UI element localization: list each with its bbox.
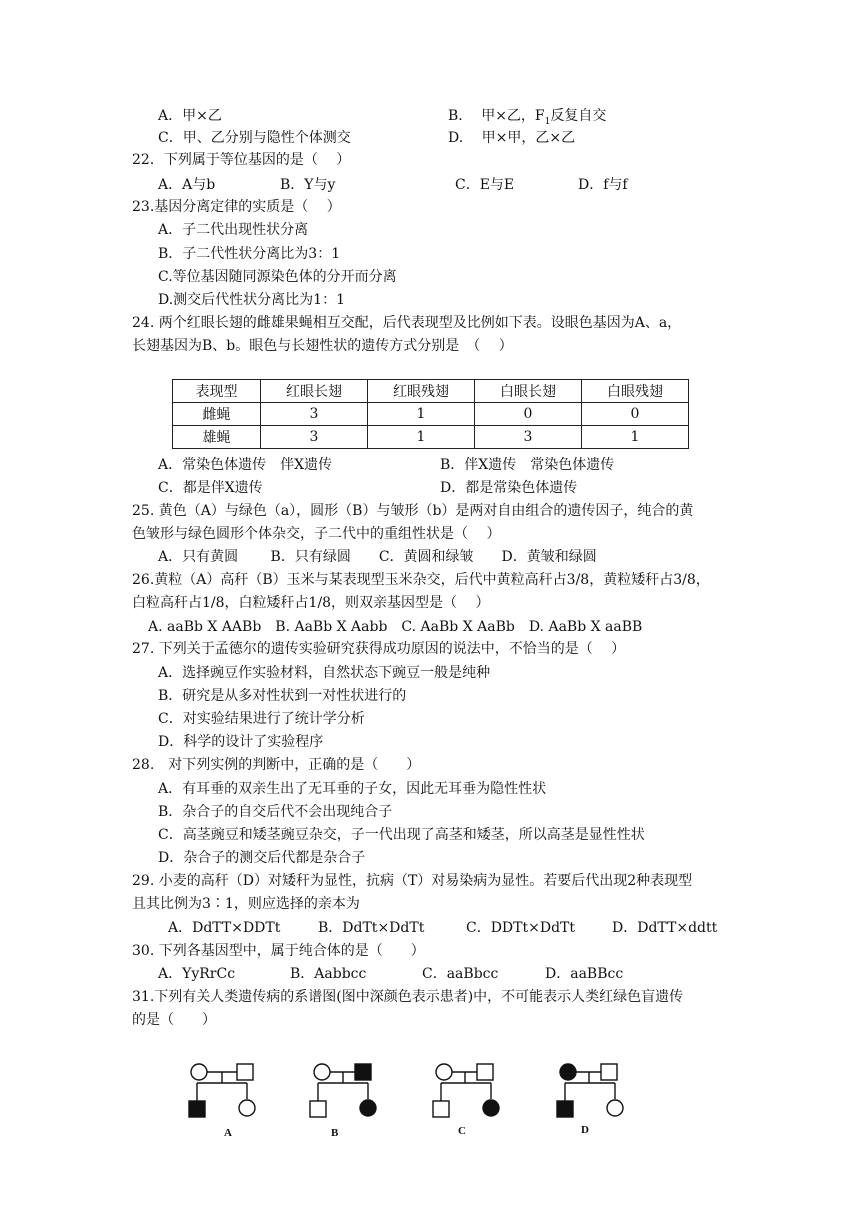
pedigree-b — [310, 1064, 376, 1117]
q29-option-a: A．DdTT×DDTt — [168, 920, 281, 936]
q28-option-a: A．有耳垂的双亲生出了无耳垂的子女，因此无耳垂为隐性性状 — [158, 781, 547, 797]
q21-option-c: C．甲、乙分别与隐性个体测交 — [158, 130, 351, 146]
pedigree-label-b: B — [331, 1127, 339, 1139]
q27-option-c: C．对实验结果进行了统计学分析 — [158, 711, 365, 727]
son-square — [310, 1101, 326, 1117]
q27-option-d: D．科学的设计了实验程序 — [158, 734, 324, 750]
pedigree-charts — [150, 1050, 670, 1150]
table-cell: 3 — [261, 426, 368, 449]
q29-option-c: C．DDTt×DdTt — [466, 920, 576, 936]
q24-stem-line1: 24. 两个红眼长翅的雌雄果蝇相互交配，后代表现型及比例如下表。设眼色基因为A、a， — [132, 315, 682, 331]
pedigree-c — [433, 1064, 499, 1117]
q28-option-c: C．高茎豌豆和矮茎豌豆杂交，子一代出现了高茎和矮茎，所以高茎是显性性状 — [158, 827, 645, 843]
q29-stem-line1: 29. 小麦的高秆（D）对矮秆为显性，抗病（T）对易染病为显性。若要后代出现2种表现型 — [132, 873, 693, 889]
father-square — [601, 1064, 617, 1080]
table-cell: 3 — [261, 403, 368, 426]
q25-options: A．只有黄圆 B．只有绿圆 C．黄圆和绿皱 D．黄皱和绿圆 — [158, 549, 597, 565]
q26-stem-line1: 26.黄粒（A）高秆（B）玉米与某表现型玉米杂交，后代中黄粒高秆占3/8，黄粒矮秆占3/8， — [132, 572, 710, 588]
daughter-circle — [239, 1100, 255, 1116]
son-affected-square — [189, 1101, 205, 1117]
q31-stem-line2: 的是（ ） — [132, 1012, 216, 1028]
table-cell: 1 — [368, 426, 475, 449]
q30-option-a: A．YyRrCc — [158, 966, 236, 982]
son-affected-square — [557, 1101, 573, 1117]
q29-option-d: D．DdTT×ddtt — [612, 920, 718, 936]
table-cell: 0 — [582, 403, 689, 426]
q22-option-a: A．A与b — [158, 177, 216, 193]
q24-option-d: D．都是常染色体遗传 — [440, 480, 578, 496]
pedigree-a — [189, 1064, 255, 1117]
q30-option-b: B．Aabbcc — [290, 966, 367, 982]
q29-stem-line2: 且其比例为3∶1，则应选择的亲本为 — [132, 896, 360, 912]
q26-stem-line2: 白粒高秆占1/8，白粒矮秆占1/8，则双亲基因型是（ ） — [132, 595, 490, 611]
father-affected-square — [355, 1064, 371, 1080]
pedigree-label-d: D — [581, 1124, 589, 1136]
mother-circle — [314, 1064, 330, 1080]
q22-option-d: D．f与f — [578, 177, 628, 193]
q21-option-b-text: B. 甲×乙，F — [448, 108, 545, 124]
q29-option-b: B．DdTt×DdTt — [318, 920, 425, 936]
q23-option-b: B．子二代性状分离比为3：1 — [158, 246, 341, 262]
table-header-cell: 红眼长翅 — [261, 380, 368, 403]
q28-option-b: B．杂合子的自交后代不会出现纯合子 — [158, 804, 393, 820]
q23-option-a: A．子二代出现性状分离 — [158, 222, 309, 238]
table-row — [173, 426, 689, 449]
daughter-affected-circle — [360, 1100, 376, 1116]
q30-stem: 30. 下列各基因型中，属于纯合体的是（ ） — [132, 943, 425, 959]
table-cell: 1 — [582, 426, 689, 449]
q25-stem-line1: 25. 黄色（A）与绿色（a），圆形（B）与皱形（b）是两对自由组合的遗传因子，纯合的黄 — [132, 503, 694, 519]
q24-option-b: B．伴X遗传 常染色体遗传 — [440, 457, 615, 473]
mother-circle — [191, 1064, 207, 1080]
father-square — [477, 1064, 493, 1080]
mother-affected-circle — [560, 1064, 576, 1080]
q22-option-b: B．Y与y — [280, 177, 336, 193]
q22-option-c: C．E与E — [455, 177, 515, 193]
q24-option-a: A．常染色体遗传 伴X遗传 — [158, 457, 333, 473]
q22-stem: 22．下列属于等位基因的是（ ） — [132, 152, 351, 168]
q23-option-c: C.等位基因随同源染色体的分开而分离 — [158, 269, 397, 285]
daughter-circle — [607, 1100, 623, 1116]
q21-option-b-text-end: 反复自交 — [550, 108, 607, 124]
table-cell: 雄蝇 — [173, 426, 261, 449]
daughter-affected-circle — [483, 1100, 499, 1116]
q24-stem-line2: 长翅基因为B、b。眼色与长翅性状的遗传方式分别是 （ ） — [132, 338, 513, 354]
q28-stem: 28. 对下列实例的判断中，正确的是（ ） — [132, 757, 421, 773]
q23-option-d: D.测交后代性状分离比为1：1 — [158, 292, 345, 308]
q23-stem: 23.基因分离定律的实质是（ ） — [132, 199, 341, 215]
q24-option-c: C．都是伴X遗传 — [158, 480, 263, 496]
q27-stem: 27. 下列关于孟德尔的遗传实验研究获得成功原因的说法中，不恰当的是（ ） — [132, 641, 626, 657]
pedigree-label-a: A — [224, 1127, 232, 1139]
q21-option-b-subscript: 1 — [544, 116, 551, 127]
q25-stem-line2: 色皱形与绿色圆形个体杂交，子二代中的重组性状是（ ） — [132, 526, 501, 542]
table-cell: 1 — [368, 403, 475, 426]
q21-option-d: D. 甲×甲，乙×乙 — [448, 130, 576, 146]
table-cell: 雌蝇 — [173, 403, 261, 426]
table-cell: 0 — [475, 403, 582, 426]
pedigree-label-c: C — [458, 1125, 466, 1137]
father-square — [237, 1064, 253, 1080]
q30-option-c: C．aaBbcc — [422, 966, 499, 982]
table-header-cell: 白眼残翅 — [582, 380, 689, 403]
table-header-cell: 红眼残翅 — [368, 380, 475, 403]
mother-circle — [436, 1064, 452, 1080]
q27-option-b: B．研究是从多对性状到一对性状进行的 — [158, 688, 407, 704]
q21-option-b — [448, 107, 606, 131]
q27-option-a: A．选择豌豆作实验材料，自然状态下豌豆一般是纯种 — [158, 665, 491, 681]
table-header-row — [173, 380, 689, 403]
table-header-cell: 表现型 — [173, 380, 261, 403]
q26-options: A. aaBb X AABb B. AaBb X Aabb C. AaBb X AaBb D. AaBb X aaBB — [148, 619, 643, 635]
q21-option-a: A．甲×乙 — [158, 108, 222, 124]
son-square — [433, 1101, 449, 1117]
table-header-cell: 白眼长翅 — [475, 380, 582, 403]
phenotype-table — [172, 379, 689, 449]
q31-stem-line1: 31.下列有关人类遗传病的系谱图(图中深颜色表示患者)中，不可能表示人类红绿色盲遗传 — [132, 989, 684, 1005]
q30-option-d: D．aaBBcc — [545, 966, 624, 982]
table-cell: 3 — [475, 426, 582, 449]
q28-option-d: D．杂合子的测交后代都是杂合子 — [158, 850, 366, 866]
pedigree-d — [557, 1064, 623, 1117]
table-row — [173, 403, 689, 426]
